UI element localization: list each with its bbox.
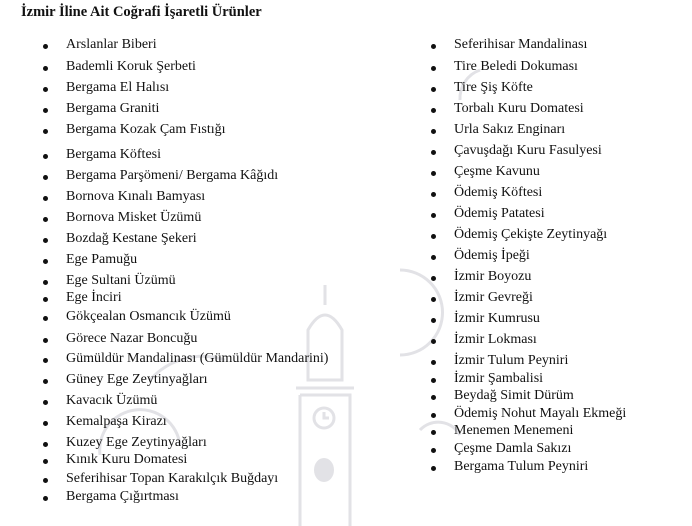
list-item: Ege Sultani Üzümü <box>66 273 176 288</box>
list-item: Bornova Misket Üzümü <box>66 210 202 225</box>
bullet-icon <box>431 276 436 281</box>
list-item: Kuzey Ege Zeytinyağları <box>66 435 207 450</box>
bullet-icon <box>43 238 48 243</box>
list-item: Tire Şiş Köfte <box>454 80 533 95</box>
list-item: Ege İnciri <box>66 290 122 305</box>
bullet-icon <box>43 87 48 92</box>
list-item: Urla Sakız Enginarı <box>454 122 566 137</box>
list-item: Görece Nazar Boncuğu <box>66 331 198 346</box>
bullet-icon <box>431 297 436 302</box>
list-item: Ödemiş Çekişte Zeytinyağı <box>454 227 608 242</box>
list-item: İzmir Şambalisi <box>454 371 544 386</box>
bullet-icon <box>43 297 48 302</box>
bullet-icon <box>43 338 48 343</box>
bullet-icon <box>431 466 436 471</box>
list-item: Torbalı Kuru Domatesi <box>454 101 584 116</box>
list-item: Ödemiş İpeği <box>454 248 530 263</box>
bullet-icon <box>431 448 436 453</box>
page-title: İzmir İline Ait Coğrafi İşaretli Ürünler <box>21 4 262 20</box>
bullet-icon <box>431 234 436 239</box>
list-item: Seferihisar Mandalinası <box>454 37 588 52</box>
list-item: İzmir Kumrusu <box>454 311 540 326</box>
list-item: Tire Beledi Dokuması <box>454 59 578 74</box>
bullet-icon <box>431 413 436 418</box>
bullet-icon <box>43 129 48 134</box>
bullet-icon <box>43 66 48 71</box>
bullet-icon <box>43 400 48 405</box>
bullet-icon <box>43 316 48 321</box>
list-item: Bergama Parşömeni/ Bergama Kâğıdı <box>66 168 279 183</box>
list-item: Bergama Köftesi <box>66 147 161 162</box>
list-item: Bergama El Halısı <box>66 80 170 95</box>
bullet-icon <box>43 442 48 447</box>
bullet-icon <box>431 150 436 155</box>
list-item: Beydağ Simit Dürüm <box>454 388 574 403</box>
bullet-icon <box>431 213 436 218</box>
bullet-icon <box>431 378 436 383</box>
list-item: Gümüldür Mandalinası (Gümüldür Mandarini) <box>66 351 329 366</box>
bullet-icon <box>43 280 48 285</box>
bullet-icon <box>43 44 48 49</box>
list-item: Bergama Kozak Çam Fıstığı <box>66 122 226 137</box>
bullet-icon <box>431 430 436 435</box>
bullet-icon <box>43 175 48 180</box>
list-item: Çeşme Damla Sakızı <box>454 441 572 456</box>
list-item: İzmir Lokması <box>454 332 537 347</box>
bullet-icon <box>43 196 48 201</box>
list-item: İzmir Gevreği <box>454 290 533 305</box>
bullet-icon <box>43 358 48 363</box>
bullet-icon <box>431 255 436 260</box>
bullet-icon <box>431 129 436 134</box>
bullet-icon <box>43 421 48 426</box>
bullet-icon <box>431 66 436 71</box>
bullet-icon <box>431 395 436 400</box>
list-item: Menemen Menemeni <box>454 423 574 438</box>
bullet-icon <box>431 171 436 176</box>
list-item: Kavacık Üzümü <box>66 393 158 408</box>
list-item: Ödemiş Köftesi <box>454 185 543 200</box>
bullet-icon <box>43 108 48 113</box>
bullet-icon <box>431 108 436 113</box>
list-item: Bergama Tulum Peyniri <box>454 459 589 474</box>
bullet-icon <box>431 360 436 365</box>
list-item: Bergama Çığırtması <box>66 489 179 504</box>
list-item: Seferihisar Topan Karakılçık Buğdayı <box>66 471 279 486</box>
bullet-icon <box>43 459 48 464</box>
bullet-icon <box>431 44 436 49</box>
list-item: Arslanlar Biberi <box>66 37 157 52</box>
list-item: Ege Pamuğu <box>66 252 138 267</box>
list-item: Gökçealan Osmancık Üzümü <box>66 309 231 324</box>
bullet-icon <box>43 259 48 264</box>
bullet-icon <box>43 154 48 159</box>
list-item: İzmir Tulum Peyniri <box>454 353 569 368</box>
list-item: Güney Ege Zeytinyağları <box>66 372 208 387</box>
list-item: Kemalpaşa Kirazı <box>66 414 167 429</box>
list-item: Çeşme Kavunu <box>454 164 540 179</box>
bullet-icon <box>431 192 436 197</box>
list-item: Bergama Graniti <box>66 101 160 116</box>
bullet-icon <box>431 339 436 344</box>
list-item: İzmir Boyozu <box>454 269 532 284</box>
bullet-icon <box>431 87 436 92</box>
list-item: Bozdağ Kestane Şekeri <box>66 231 197 246</box>
bullet-icon <box>43 496 48 501</box>
list-item: Ödemiş Patatesi <box>454 206 545 221</box>
list-item: Ödemiş Nohut Mayalı Ekmeği <box>454 406 627 421</box>
bullet-icon <box>43 217 48 222</box>
list-item: Bornova Kınalı Bamyası <box>66 189 206 204</box>
list-item: Bademli Koruk Şerbeti <box>66 59 196 74</box>
bullet-icon <box>43 379 48 384</box>
bullet-icon <box>43 478 48 483</box>
list-item: Kınık Kuru Domatesi <box>66 452 188 467</box>
bullet-icon <box>431 318 436 323</box>
list-item: Çavuşdağı Kuru Fasulyesi <box>454 143 602 158</box>
